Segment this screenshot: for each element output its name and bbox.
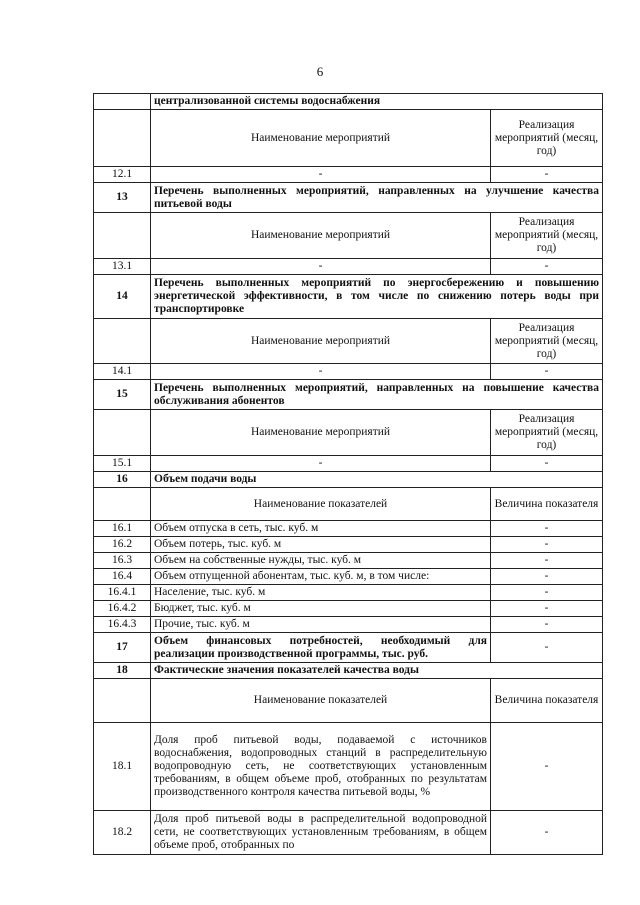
- header-empty-cell: [94, 679, 151, 723]
- row-name: Доля проб питьевой воды в распределительной водопроводной сети, не соответствующих установленным требованиям, в общем объеме проб, отобранных по: [151, 811, 491, 855]
- row-value: -: [491, 811, 603, 855]
- section-17-row: [94, 633, 603, 663]
- section-number: 16: [94, 472, 151, 488]
- header-empty-cell: [94, 110, 151, 167]
- table-row: [94, 537, 603, 553]
- section-13-title-row: [94, 183, 603, 213]
- row-name: Объем отпуска в сеть, тыс. куб. м: [151, 521, 491, 537]
- section-title: Объем подачи воды: [151, 472, 603, 488]
- column-header-value: Реализация мероприятий (месяц, год): [491, 110, 603, 167]
- section-12-header-row: [94, 110, 603, 167]
- row-number: 16.4: [94, 569, 151, 585]
- row-name: -: [151, 364, 491, 380]
- section-title: Объем финансовых потребностей, необходимый для реализации производственной программы, тыс. руб.: [151, 633, 491, 663]
- page-number: 6: [316, 64, 324, 79]
- row-value: -: [491, 259, 603, 275]
- row-number: 16.1: [94, 521, 151, 537]
- section-14-title-row: [94, 275, 603, 319]
- header-empty-cell: [94, 319, 151, 364]
- row-name: -: [151, 456, 491, 472]
- row-value: -: [491, 537, 603, 553]
- section-18-title-row: [94, 663, 603, 679]
- row-value: -: [491, 364, 603, 380]
- row-number: 16.3: [94, 553, 151, 569]
- row-number: 12.1: [94, 167, 151, 183]
- row-number: 16.4.1: [94, 585, 151, 601]
- header-empty-cell: [94, 213, 151, 259]
- row-value: -: [491, 585, 603, 601]
- row-name: Доля проб питьевой воды, подаваемой с источников водоснабжения, водопроводных станций в распределительную водопроводную сеть, не соответствующих установленным требованиям, в общем объеме проб, отобранных по результатам производственного контроля качества питьевой воды, %: [151, 723, 491, 811]
- row-value: -: [491, 601, 603, 617]
- column-header-value: Величина показателя: [491, 488, 603, 521]
- section-title: Перечень выполненных мероприятий по энергосбережению и повышению энергетической эффективности, в том числе по снижению потерь воды при транспортировке: [151, 275, 603, 319]
- table-row: [94, 364, 603, 380]
- section-12-title-row: [94, 94, 603, 110]
- row-value: -: [491, 569, 603, 585]
- row-number: 18.2: [94, 811, 151, 855]
- table-row: [94, 617, 603, 633]
- section-number: 17: [94, 633, 151, 663]
- row-value: -: [491, 617, 603, 633]
- section-16-header-row: [94, 488, 603, 521]
- section-15-title-row: [94, 380, 603, 410]
- row-name: -: [151, 259, 491, 275]
- row-number: 16.4.2: [94, 601, 151, 617]
- column-header-value: Реализация мероприятий (месяц, год): [491, 410, 603, 456]
- row-name: Объем отпущенной абонентам, тыс. куб. м, в том числе:: [151, 569, 491, 585]
- row-value: -: [491, 521, 603, 537]
- section-number: 13: [94, 183, 151, 213]
- report-table: [93, 93, 603, 855]
- table-row: [94, 569, 603, 585]
- section-title: Перечень выполненных мероприятий, направленных на улучшение качества питьевой воды: [151, 183, 603, 213]
- column-header-value: Реализация мероприятий (месяц, год): [491, 319, 603, 364]
- row-number: 14.1: [94, 364, 151, 380]
- row-number: 13.1: [94, 259, 151, 275]
- row-name: Бюджет, тыс. куб. м: [151, 601, 491, 617]
- section-number: 14: [94, 275, 151, 319]
- section-13-header-row: [94, 213, 603, 259]
- column-header-name: Наименование мероприятий: [151, 110, 491, 167]
- row-value: -: [491, 456, 603, 472]
- row-name: Прочие, тыс. куб. м: [151, 617, 491, 633]
- table-row: [94, 553, 603, 569]
- row-number: 16.2: [94, 537, 151, 553]
- row-name: Население, тыс. куб. м: [151, 585, 491, 601]
- row-value: -: [491, 723, 603, 811]
- row-name: Объем на собственные нужды, тыс. куб. м: [151, 553, 491, 569]
- column-header-name: Наименование показателей: [151, 679, 491, 723]
- table-row: [94, 601, 603, 617]
- table-row: [94, 167, 603, 183]
- row-name: -: [151, 167, 491, 183]
- table-row: [94, 521, 603, 537]
- row-number: 16.4.3: [94, 617, 151, 633]
- section-number: 18: [94, 663, 151, 679]
- column-header-name: Наименование мероприятий: [151, 213, 491, 259]
- row-name: Объем потерь, тыс. куб. м: [151, 537, 491, 553]
- section-16-title-row: [94, 472, 603, 488]
- section-18-header-row: [94, 679, 603, 723]
- section-14-header-row: [94, 319, 603, 364]
- table-row: [94, 259, 603, 275]
- row-number: 15.1: [94, 456, 151, 472]
- header-empty-cell: [94, 410, 151, 456]
- section-title: Перечень выполненных мероприятий, направленных на повышение качества обслуживания абонентов: [151, 380, 603, 410]
- section-title: Фактические значения показателей качества воды: [151, 663, 603, 679]
- column-header-name: Наименование мероприятий: [151, 319, 491, 364]
- table-row: [94, 456, 603, 472]
- column-header-value: Реализация мероприятий (месяц, год): [491, 213, 603, 259]
- table-row: [94, 723, 603, 811]
- header-empty-cell: [94, 488, 151, 521]
- column-header-name: Наименование мероприятий: [151, 410, 491, 456]
- section-number-cell: [94, 94, 151, 110]
- column-header-value: Величина показателя: [491, 679, 603, 723]
- section-15-header-row: [94, 410, 603, 456]
- row-number: 18.1: [94, 723, 151, 811]
- row-value: -: [491, 633, 603, 663]
- row-value: -: [491, 553, 603, 569]
- row-value: -: [491, 167, 603, 183]
- column-header-name: Наименование показателей: [151, 488, 491, 521]
- section-number: 15: [94, 380, 151, 410]
- table-row: [94, 585, 603, 601]
- table-row: [94, 811, 603, 855]
- section-title: централизованной системы водоснабжения: [151, 94, 603, 110]
